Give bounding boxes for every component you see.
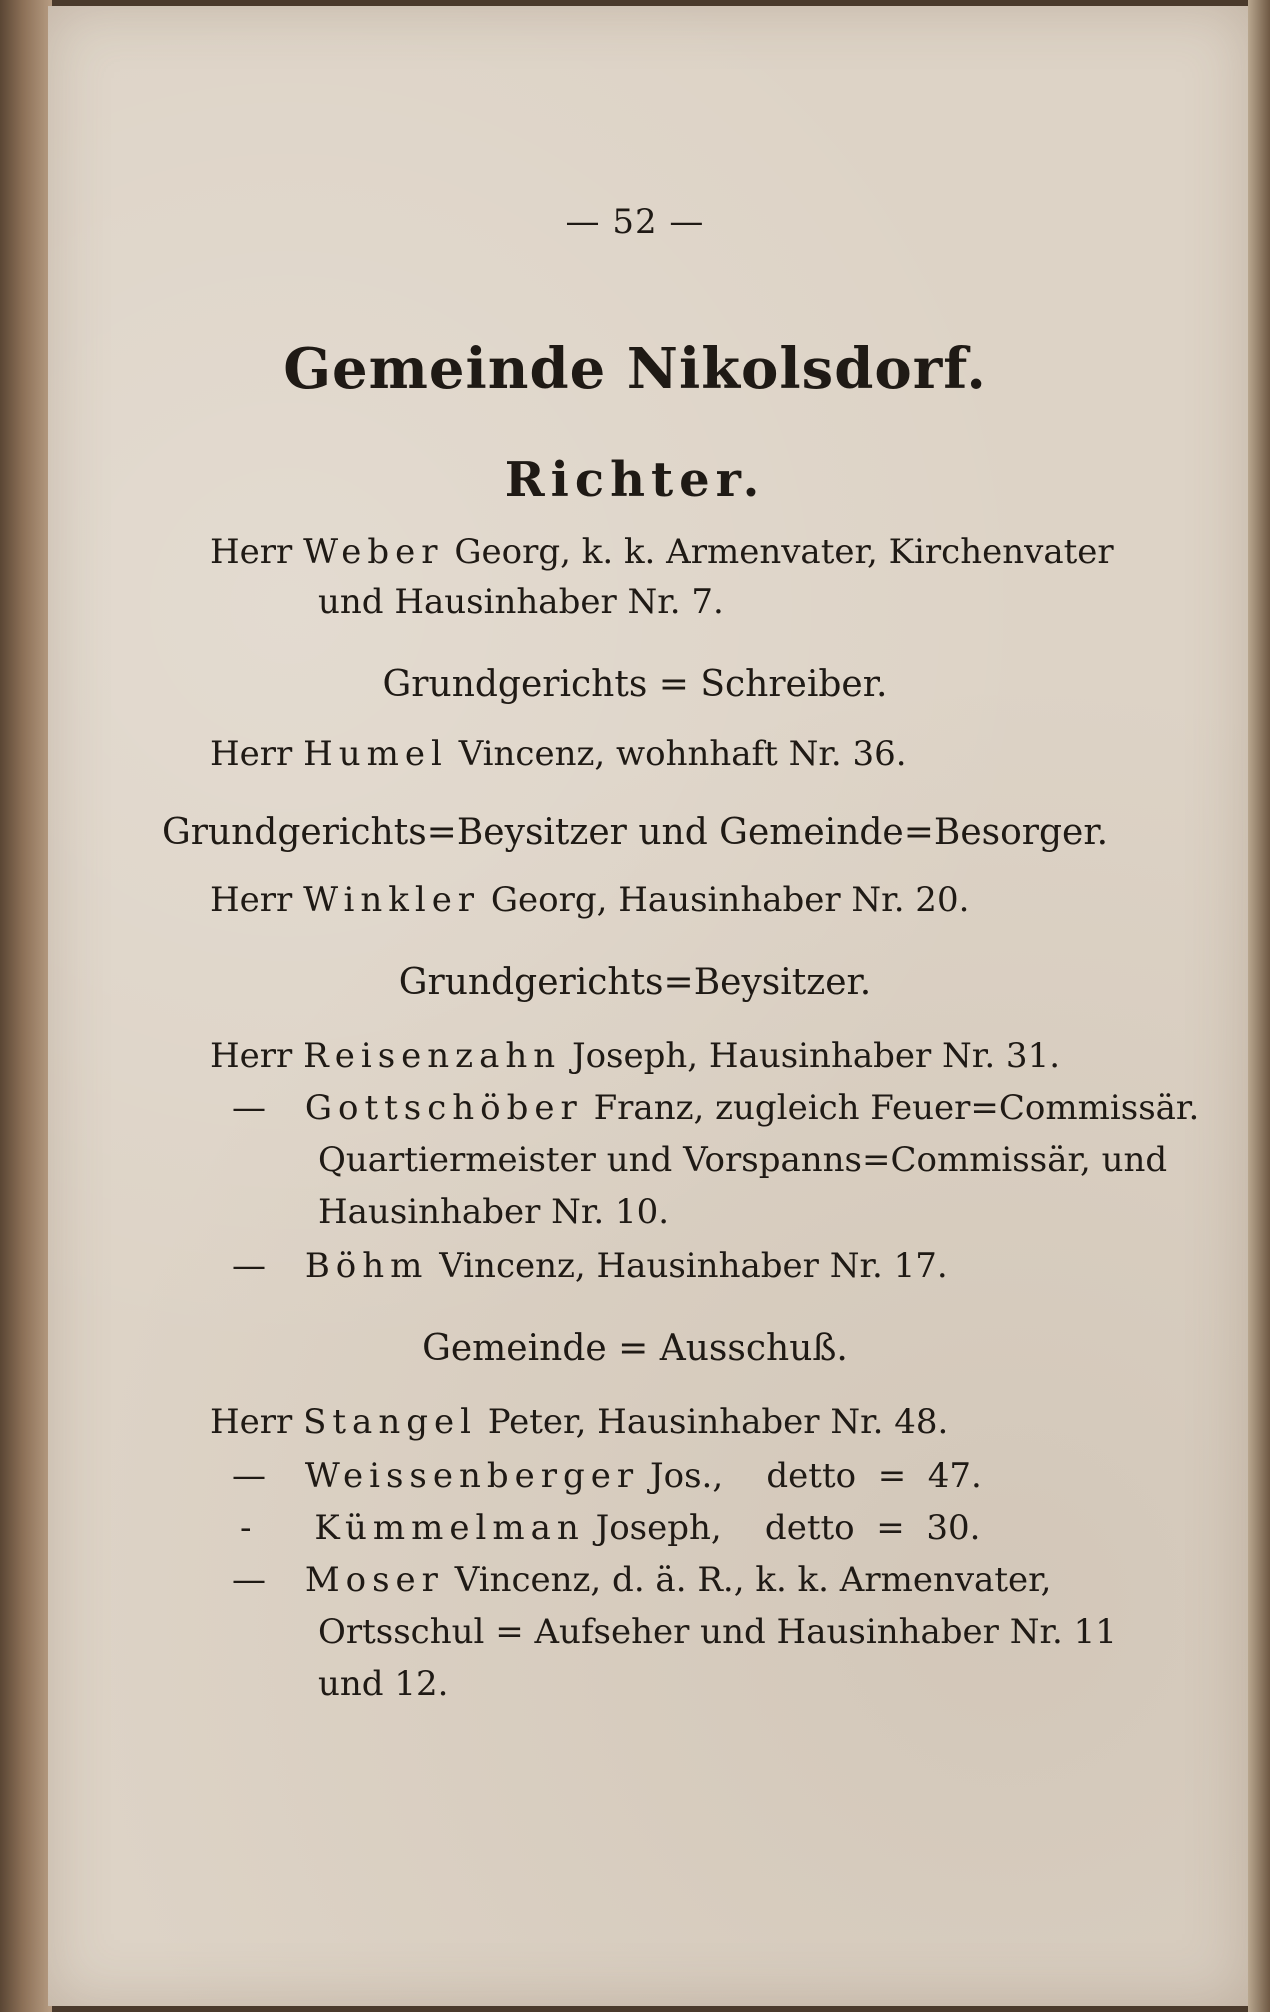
entry-text: Vincenz, Hausinhaber Nr. 17. bbox=[439, 1246, 948, 1286]
entry-name: Gottschöber bbox=[304, 1088, 583, 1128]
entry-name: Weissenberger bbox=[304, 1456, 640, 1496]
entry-line bbox=[232, 1456, 982, 1496]
entry-prefix: — bbox=[232, 1088, 266, 1128]
entry-prefix: — bbox=[232, 1246, 266, 1286]
page-edge-left bbox=[0, 0, 52, 2012]
section-heading-ausschuss: Gemeinde = Ausschuß. bbox=[422, 1328, 848, 1369]
entry-name: Moser bbox=[304, 1560, 444, 1600]
page-number: — 52 — bbox=[565, 202, 705, 242]
entry-text: Hausinhaber Nr. 10. bbox=[318, 1192, 670, 1232]
entry-text: und Hausinhaber Nr. 7. bbox=[318, 582, 724, 622]
entry-line bbox=[318, 1192, 669, 1232]
entry-line bbox=[210, 880, 969, 920]
entry-text: Joseph, Hausinhaber Nr. 31. bbox=[571, 1036, 1061, 1076]
entry-name: Stangel bbox=[303, 1402, 477, 1442]
entry-text: Georg, Hausinhaber Nr. 20. bbox=[490, 880, 970, 920]
section-heading-richter: Richter. bbox=[504, 452, 766, 508]
entry-name: Humel bbox=[303, 734, 448, 774]
entry-line bbox=[318, 1140, 1167, 1180]
entry-prefix: Herr bbox=[210, 532, 293, 572]
entry-line bbox=[318, 1612, 1117, 1652]
page-edge-right bbox=[1248, 0, 1270, 2012]
entry-text: Ortsschul = Aufseher und Hausinhaber Nr. 11 bbox=[318, 1612, 1117, 1652]
entry-line bbox=[232, 1088, 1199, 1128]
entry-line bbox=[232, 1560, 1051, 1600]
entry-prefix: Herr bbox=[210, 1036, 293, 1076]
entry-line bbox=[240, 1508, 980, 1548]
entry-text: Quartiermeister und Vorspanns=Commissär, und bbox=[318, 1140, 1168, 1180]
entry-name: Winkler bbox=[303, 880, 481, 920]
entry-prefix: - bbox=[240, 1508, 252, 1548]
entry-line bbox=[210, 532, 1114, 572]
entry-prefix: Herr bbox=[210, 880, 293, 920]
entry-line bbox=[210, 1036, 1060, 1076]
entry-text: Vincenz, d. ä. R., k. k. Armenvater, bbox=[454, 1560, 1052, 1600]
page bbox=[48, 6, 1248, 2006]
entry-text: Peter, Hausinhaber Nr. 48. bbox=[487, 1402, 949, 1442]
section-heading-beysitzer-besorger: Grundgerichts=Beysitzer und Gemeinde=Besorger. bbox=[161, 812, 1109, 853]
entry-name: Weber bbox=[303, 532, 444, 572]
entry-line bbox=[210, 1402, 948, 1442]
entry-text: Georg, k. k. Armenvater, Kirchenvater bbox=[454, 532, 1114, 572]
entry-prefix: Herr bbox=[210, 734, 293, 774]
entry-line bbox=[318, 1664, 448, 1704]
entry-line bbox=[318, 582, 724, 622]
entry-prefix: — bbox=[232, 1456, 266, 1496]
entry-line bbox=[210, 734, 907, 774]
section-heading-beysitzer: Grundgerichts=Beysitzer. bbox=[398, 962, 872, 1003]
entry-text: Joseph, detto = 30. bbox=[595, 1508, 981, 1548]
entry-prefix: Herr bbox=[210, 1402, 293, 1442]
page-title: Gemeinde Nikolsdorf. bbox=[283, 336, 987, 402]
section-heading-schreiber: Grundgerichts = Schreiber. bbox=[382, 664, 888, 705]
entry-text: Vincenz, wohnhaft Nr. 36. bbox=[458, 734, 907, 774]
entry-text: Jos., detto = 47. bbox=[650, 1456, 982, 1496]
entry-name: Kümmelman bbox=[314, 1508, 585, 1548]
entry-prefix: — bbox=[232, 1560, 266, 1600]
entry-text: Franz, zugleich Feuer=Commissär. bbox=[593, 1088, 1200, 1128]
entry-name: Böhm bbox=[304, 1246, 429, 1286]
entry-text: und 12. bbox=[318, 1664, 449, 1704]
entry-name: Reisenzahn bbox=[303, 1036, 562, 1076]
entry-line bbox=[232, 1246, 948, 1286]
